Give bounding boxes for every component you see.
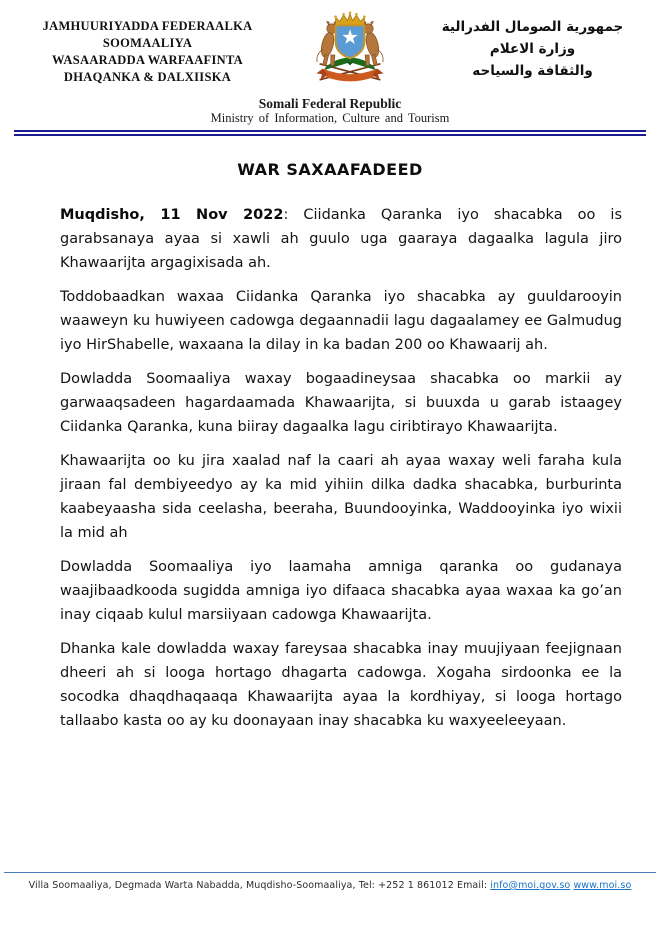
footer xyxy=(0,872,660,891)
leopard-right xyxy=(364,21,383,65)
paragraph: Dhanka kale dowladda waxay fareysaa shacabka inay muujiyaan feejignaan dheeri ah si looga hortago dhagarta cadowga. Xogaha sirdoonka ee la socodka dhaqdhaqaaqa Khawaarijta ayaa la kordhiyay, si looga hortago tallaabo kasta oo ay ku doonayaan inay shacabka ku waxyeeleeyaan. xyxy=(60,641,622,729)
republic-title: Somali Federal Republic xyxy=(258,96,402,111)
letterhead xyxy=(0,0,660,126)
org-name-arabic xyxy=(425,8,640,82)
org-name-somali xyxy=(20,8,275,86)
ministry-subtitle: Ministry of Information, Culture and Tourism xyxy=(210,111,450,125)
somali-coat-of-arms xyxy=(302,8,398,94)
org-line: SOOMAALIYA xyxy=(102,36,193,50)
org-line-arabic: والثقافة والسياحه xyxy=(472,63,593,79)
org-line: WASAARADDA WARFAAFINTA xyxy=(52,53,243,67)
emblem-container xyxy=(295,8,405,94)
paragraph: Dowladda Soomaaliya iyo laamaha amniga qaranka oo gudanaya waajibaadkooda sugidda amniga iyo difaaca shacabka ayaa waxaa ka go’an inay ciqaab kulul marsiiyaan cadowga Khawaarijta. xyxy=(60,559,622,623)
email-link[interactable]: info@moi.gov.so xyxy=(490,880,571,891)
website-link[interactable]: www.moi.so xyxy=(573,880,632,891)
org-line-arabic: جمهورية الصومال الفدرالية xyxy=(441,19,624,35)
header-divider-rule xyxy=(14,130,646,136)
leopard-left xyxy=(317,21,336,65)
paragraph: Dowladda Soomaaliya waxay bogaadineysaa shacabka oo markii ay garwaaqsadeen hagardaamada Khawaarijta, si buuxda u garab istaagey Ciidanka Qaranka, kuna biiray dagaalka lagu ciribtirayo Khawaarijta. xyxy=(60,371,622,435)
dateline: Muqdisho, 11 Nov 2022 xyxy=(60,207,284,223)
paragraph-dateline xyxy=(60,203,622,275)
paragraph: Toddobaadkan waxaa Ciidanka Qaranka iyo shacabka ay guuldarooyin waaweyn ku huwiyeen cadowga degaannadii lagu dagaalamey ee Galmudug iyo HirShabelle, waxaana la dilay in ka badan 200 oo Khawaarij ah. xyxy=(60,289,622,353)
paragraph-text: : Ciidanka Qaranka iyo shacabka oo is garabsanaya ayaa si xawli ah guulo uga gaaraya dagaalka lagula jiro Khawaarijta argagixisada ah. xyxy=(60,207,622,271)
crown xyxy=(334,11,365,25)
ribbon xyxy=(316,69,383,82)
org-line: DHAQANKA & DALXIISKA xyxy=(63,70,232,84)
shield xyxy=(336,25,365,58)
org-line: JAMHUURIYADDA FEDERAALKA xyxy=(42,19,253,33)
org-line-arabic: وزارة الاعلام xyxy=(489,41,576,57)
paragraph: Khawaarijta oo ku jira xaalad naf la caari ah ayaa waxay weli faraha kula jiraan fal dembiyeedyo ay ka mid yihiin dilka dadka shacabka, burburinta kaabeyaasha sida ceelasha, beeraha, Buundooyinka, Waddooyinka iyo wixii la mid ah xyxy=(60,453,622,541)
footer-address: Villa Soomaaliya, Degmada Warta Nabadda, Muqdisho-Soomaaliya, Tel: +252 1 861012 Email: xyxy=(28,880,491,891)
page-title: WAR SAXAAFADEED xyxy=(237,160,423,179)
footer-address-line xyxy=(0,880,660,891)
document-body xyxy=(0,203,660,733)
ministry-english-block xyxy=(20,96,640,126)
footer-divider-rule xyxy=(4,872,656,873)
